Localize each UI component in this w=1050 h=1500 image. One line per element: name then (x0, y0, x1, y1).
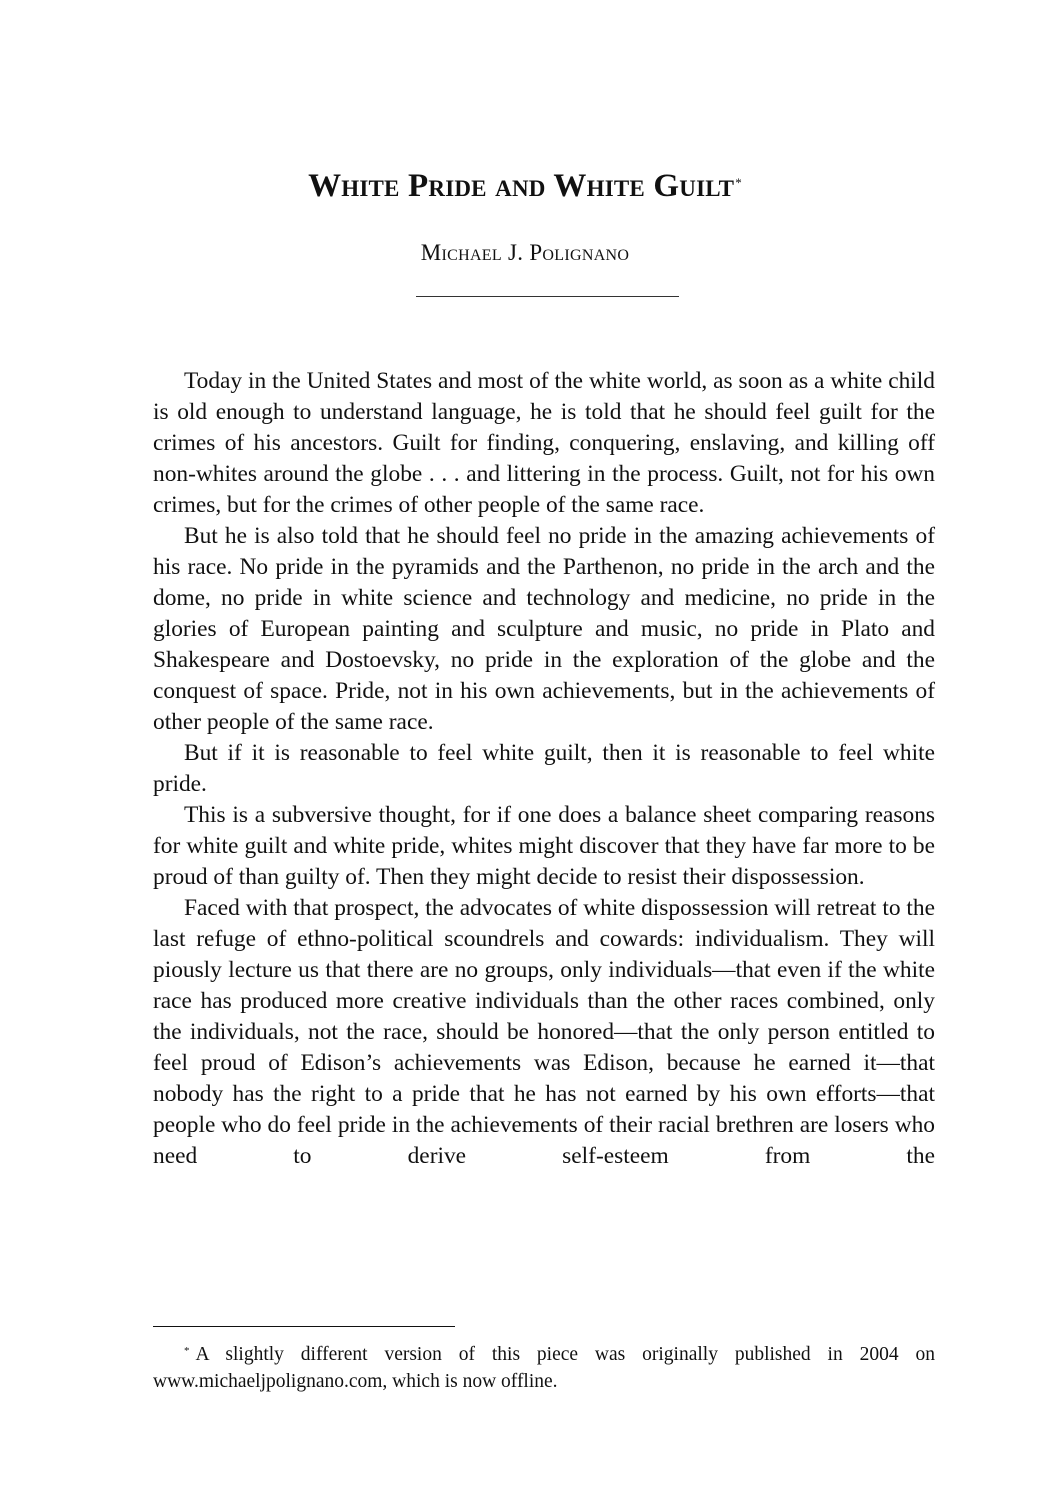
body-text (153, 366, 935, 1172)
title-divider-rule (416, 296, 679, 297)
footnote-text: A slightly different version of this piece was originally published in 2004 on www.michaeljpolignano.com, which is now offline. (153, 1344, 935, 1392)
paragraph-2: But he is also told that he should feel no pride in the amazing achievements of his race. No pride in the pyramids and the Parthenon, no pride in the arch and the dome, no pride in white science and technology and medicine, no pride in the glories of European painting and sculpture and music, no pride in Plato and Shakespeare and Dostoevsky, no pride in the exploration of the globe and the conquest of space. Pride, not in his own achievements, but in the achievements of other people of the same race. (153, 523, 935, 735)
essay-title-text: White Pride and White Guilt (308, 168, 735, 204)
footnote-divider-rule (153, 1326, 455, 1327)
paragraph-4: This is a subversive thought, for if one does a balance sheet comparing reasons for white guilt and white pride, whites might discover that they have far more to be proud of than guilty of. Then they might decide to resist their dispossession. (153, 802, 935, 890)
title-footnote-marker: * (735, 175, 742, 190)
footnote (153, 1341, 935, 1395)
essay-title (0, 164, 1050, 208)
paragraph-5: Faced with that prospect, the advocates of white dispossession will retreat to the last refuge of ethno-political scoundrels and cowards: individualism. They will piously lecture us that there are no groups, only individuals—that even if the white race has produced more creative individuals than the other races combined, only the individuals, not the race, should be honored—that the only person entitled to feel proud of Edison’s achievements was Edison, because he earned it—that nobody has the right to a pride that he has not earned by his own efforts—that people who do feel pride in the achievements of their racial brethren are losers who need to derive self-esteem from the (153, 895, 935, 1169)
author-name: Michael J. Polignano (420, 240, 630, 265)
footnote-marker: * (184, 1345, 190, 1357)
paragraph-3: But if it is reasonable to feel white guilt, then it is reasonable to feel white pride. (153, 740, 935, 797)
paragraph-1: Today in the United States and most of the white world, as soon as a white child is old enough to understand language, he is told that he should feel guilt for the crimes of his ancestors. Guilt for finding, conquering, enslaving, and killing off non-whites around the globe . . . and littering in the process. Guilt, not for his own crimes, but for the crimes of other people of the same race. (153, 368, 935, 518)
